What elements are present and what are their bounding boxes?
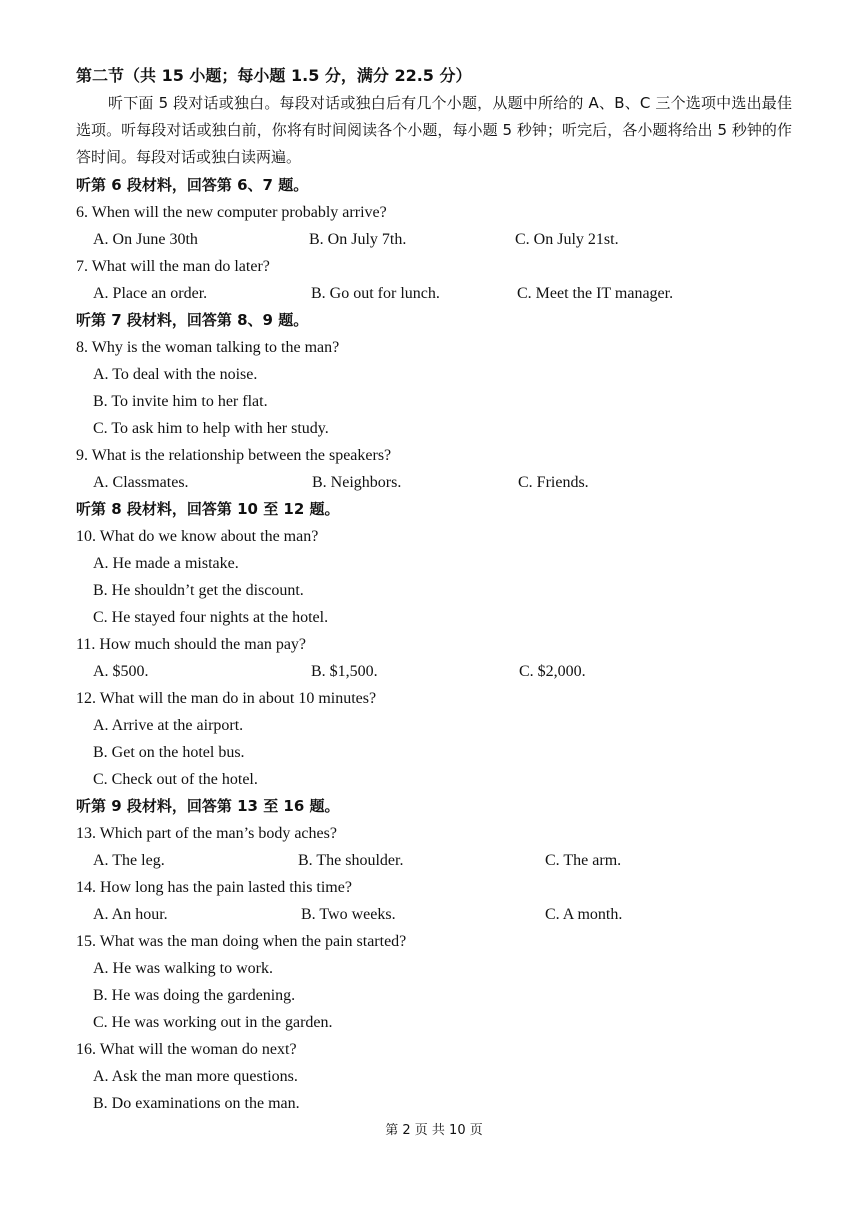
- question-stem: 6. When will the new computer probably arrive?: [76, 204, 387, 221]
- option-a: A. An hour.: [93, 906, 168, 923]
- option-c: C. He stayed four nights at the hotel.: [93, 609, 329, 626]
- option-b: B. Go out for lunch.: [311, 285, 440, 302]
- question-stem: 10. What do we know about the man?: [76, 528, 319, 545]
- group-heading: 听第 8 段材料，回答第 10 至 12 题。: [76, 500, 340, 518]
- option-c: C. Friends.: [518, 474, 589, 491]
- question-stem: 15. What was the man doing when the pain started?: [76, 933, 407, 950]
- option-b: B. The shoulder.: [298, 852, 404, 869]
- option-row: [76, 280, 792, 307]
- option-c: C. He was working out in the garden.: [93, 1014, 333, 1031]
- option-b: B. Do examinations on the man.: [93, 1095, 300, 1112]
- question-stem: 13. Which part of the man’s body aches?: [76, 825, 337, 842]
- option-c: C. A month.: [545, 906, 623, 923]
- question-stem: 12. What will the man do in about 10 minutes?: [76, 690, 377, 707]
- option-b: B. On July 7th.: [309, 231, 407, 248]
- option-row: [76, 469, 792, 496]
- option-b: B. Get on the hotel bus.: [93, 744, 245, 761]
- option-c: C. To ask him to help with her study.: [93, 420, 329, 437]
- question-stem: 9. What is the relationship between the speakers?: [76, 447, 392, 464]
- section-title: 第二节（共 15 小题；每小题 1.5 分，满分 22.5 分）: [76, 66, 472, 85]
- option-c: C. The arm.: [545, 852, 622, 869]
- option-b: B. To invite him to her flat.: [93, 393, 268, 410]
- option-row: [76, 658, 792, 685]
- section-instructions: 听下面 5 段对话或独白。每段对话或独白后有几个小题，从题中所给的 A、B、C 三个选项中选出最佳选项。听每段对话或独白前，你将有时间阅读各个小题，每小题 5 秒钟；听完后，各小题将给出 5 秒钟的作答时间。每段对话或独白读两遍。: [76, 94, 792, 166]
- question-stem: 16. What will the woman do next?: [76, 1041, 297, 1058]
- group-heading: 听第 7 段材料，回答第 8、9 题。: [76, 311, 309, 329]
- option-a: A. To deal with the noise.: [93, 366, 258, 383]
- option-a: A. Classmates.: [93, 474, 189, 491]
- option-c: C. Check out of the hotel.: [93, 771, 258, 788]
- option-a: A. He made a mistake.: [93, 555, 239, 572]
- group-heading: 听第 6 段材料，回答第 6、7 题。: [76, 176, 309, 194]
- question-stem: 11. How much should the man pay?: [76, 636, 307, 653]
- option-b: B. He shouldn’t get the discount.: [93, 582, 304, 599]
- option-a: A. Arrive at the airport.: [93, 717, 244, 734]
- option-a: A. He was walking to work.: [93, 960, 273, 977]
- page-footer: 第 2 页 共 10 页: [385, 1123, 483, 1138]
- option-b: B. $1,500.: [311, 663, 378, 680]
- option-b: B. Two weeks.: [301, 906, 396, 923]
- question-stem: 7. What will the man do later?: [76, 258, 270, 275]
- option-row: [76, 847, 792, 874]
- question-stem: 8. Why is the woman talking to the man?: [76, 339, 340, 356]
- option-a: A. $500.: [93, 663, 149, 680]
- option-a: A. Ask the man more questions.: [93, 1068, 298, 1085]
- option-b: B. Neighbors.: [312, 474, 402, 491]
- group-heading: 听第 9 段材料，回答第 13 至 16 题。: [76, 797, 340, 815]
- option-a: A. Place an order.: [93, 285, 208, 302]
- question-list: [76, 172, 792, 1117]
- option-row: [76, 226, 792, 253]
- option-a: A. On June 30th: [93, 231, 198, 248]
- option-b: B. He was doing the gardening.: [93, 987, 296, 1004]
- option-c: C. Meet the IT manager.: [517, 285, 674, 302]
- option-a: A. The leg.: [93, 852, 165, 869]
- option-c: C. On July 21st.: [515, 231, 619, 248]
- option-c: C. $2,000.: [519, 663, 586, 680]
- question-stem: 14. How long has the pain lasted this time?: [76, 879, 352, 896]
- option-row: [76, 901, 792, 928]
